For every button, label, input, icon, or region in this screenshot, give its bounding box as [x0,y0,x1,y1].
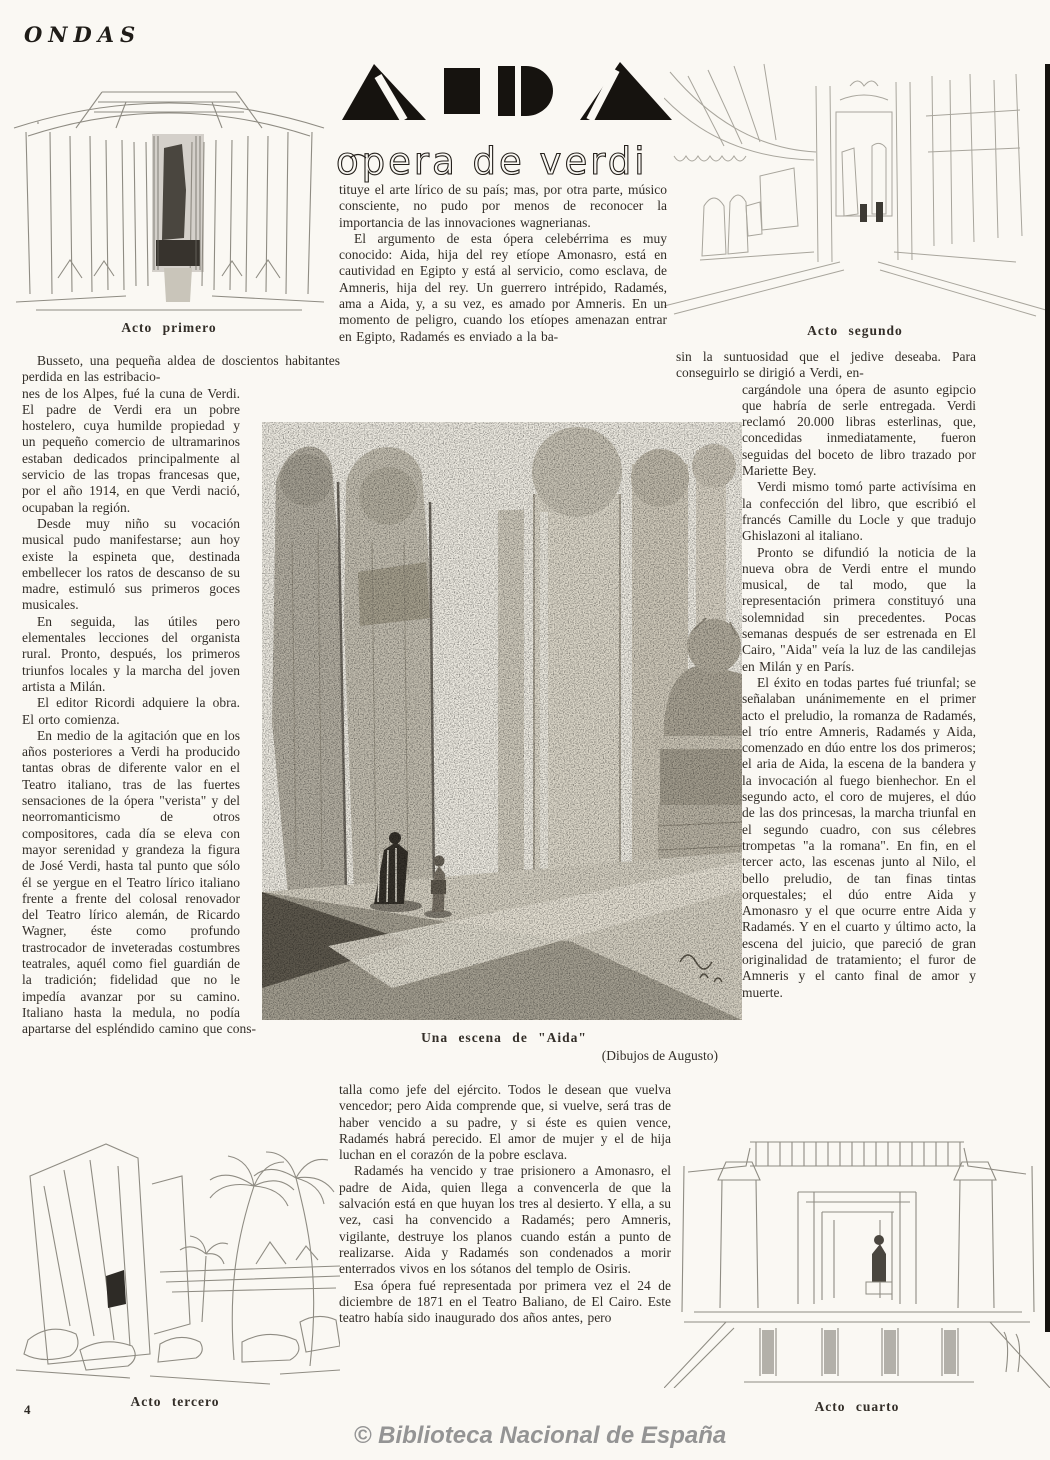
paragraph: tituye el arte lírico de su país; mas, por otra parte, músico consciente, no pudo por menos de reconocer la importancia de las innovaciones wagnerianas. [339,182,667,230]
act3-illustration-sketch [10,1126,340,1390]
text-wrap-spacer [676,382,742,1046]
paragraph: En medio de la agitación que en los años posteriores a Verdi ha producido tantas obras de diferente valor en el Teatro italiano, tras de las fuertes sensaciones de la ópera "verista" y del neorromanticismo de otros compositores, cada día se eleva con mayor serenidad y grandeza la figura de José Verdi, hasta tal punto que sólo él se yergue en el Teatro lírico italiano frente a frente del colosal renovador del Teatro lírico alemán, de Ricardo Wagner, éste como profundo trastrocador de inveteradas costumbres teatrales, aquél como fiel guardián de la tradición; fidelidad que no le impedía avanzar por su camino. Italiano hasta la medula, no podía apartarse del espléndido camino que cons- [22,727,257,1037]
act1-illustration-sketch [6,70,332,316]
paragraph: Radamés ha vencido y trae prisionero a Amonasro, el padre de Aida, quien llega a convencerla de que la salvación está en que huyan los tres al desierto. Y ella, a su vez, casi ha convencido a Radamés; pero Amneris, vigilante, destruye los planos cuando están a punto de realizarse. Aida y Radamés son condenados a morir enterrados vivos en los sótanos del templo de Osiris. [339,1163,671,1277]
paragraph: talla como jefe del ejército. Todos le desean que vuelva vencedor; pero Aida comprende que, si vuelve, será tras de haber vencido a su padre, y si éste es quien vence, Radamés habrá perecido. El amor de mujer y el de hija luchan en el corazón de la pobre esclava. [339,1082,671,1163]
magazine-masthead: ONDAS [24,22,142,47]
act2-illustration-sketch [664,56,1046,318]
act2-caption: Acto segundo [807,323,903,338]
act4-illustration-sketch [664,1136,1050,1388]
column-right [676,349,976,1046]
column-left [22,353,340,1037]
column-middle-bottom [339,1082,671,1326]
scan-edge-artifact [1045,64,1050,1332]
act4-caption: Acto cuarto [814,1399,900,1414]
paragraph: El éxito en todas partes fué triunfal; se señalaban unánimemente en el primer acto el preludio, la romanza de Radamés, el trío entre Amneris, Radamés y Aida, comenzado en dúo entre los dos primeros; el aria de Aida, la escena de la bandera y la invocación al fuego bienhechor. En el segundo acto, el coro de mujeres, el dúo de las dos princesas, la marcha triunfal en el segundo cuadro, con sus célebres trompetas "a la romana". En fin, en el tercer acto, las escenas junto al Nilo, el bello preludio, de tan finas tintas orquestales; el dúo entre Aida y Amonasro y el que ocurre entre Aida y Radamés. Y en el cuarto y último acto, la escena del juicio, que pareció de gran originalidad de tratamiento; el furor de Amneris y el canto final de amor y muerte. [742,674,976,1000]
column-middle-top [339,182,667,345]
act3-caption: Acto tercero [130,1394,220,1409]
center-caption: Una escena de "Aida" [421,1030,587,1045]
center-credit: (Dibujos de Augusto) [601,1048,718,1063]
article-subtitle: opera de verdi [336,140,648,183]
paragraph: Pronto se difundió la noticia de la nueva obra de Verdi entre el mundo musical, de tal modo, que la representación primera constituyó una solemnidad sin precedentes. Pocas semanas después de ser estrenada en El Cairo, "Aida" veía la luz de las candilejas en Milán y en París. [742,544,976,674]
paragraph: Busseto, una pequeña aldea de doscientos habitantes perdida en las estribacio- [22,353,340,385]
article-title-block [332,62,672,189]
paragraph: Esa ópera fué representada por primera vez el 24 de diciembre de 1871 en el Teatro Baliano, de El Cairo. Este teatro había sido inaugurado dos años antes, pero [339,1277,671,1326]
paragraph: Desde muy niño su vocación musical pudo manifestarse; aun hoy existe la espineta que, destinada embellecer los ratos de descanso de su madre, estimuló sus primeros goces musicales. [22,515,240,613]
paragraph: Verdi mismo tomó parte activísima en la confección del libro, que escribió el francés Camille du Locle y que tradujo Ghislazoni al italiano. [742,479,976,544]
paragraph: sin la suntuosidad que el jedive deseaba. Para conseguirlo se dirigió a Verdi, en- [676,349,976,381]
act1-caption: Acto primero [121,320,217,335]
aida-logo [332,62,672,184]
library-watermark: © Biblioteca Nacional de España [353,1422,727,1449]
paragraph: nes de los Alpes, fué la cuna de Verdi. El padre de Verdi era un pobre hostelero, cuya humilde propiedad y un pequeño comercio de ultramarinos estaban dedicados principalmente al servicio de las tropas francesas que, por el año 1914, en que Verdi nació, ocupaban la región. [22,385,240,515]
paragraph: En seguida, las útiles pero elementales lecciones del organista rural. Pronto, después, los primeros triunfos locales y la marcha del joven artista a Milán. [22,613,240,694]
page-number: 4 [24,1402,31,1417]
paragraph: El editor Ricordi adquiere la obra. El orto comienza. [22,695,240,727]
text-wrap-spacer [240,386,340,1006]
paragraph: El argumento de esta ópera celebérrima es muy conocido: Aida, hija del rey etíope Amonasro, está en cautividad en Egipto y está al servicio, como esclava, de Amneris, hija del rey. Un guerrero intrépido, Radamés, ama a Aida, y, a su vez, es amado por Amneris. En un momento de peligro, cuando los etíopes amenazan entrar en Egipto, Radamés es enviado a la ba- [339,230,667,344]
paragraph: cargándole una ópera de asunto egipcio que habría de serle entregada. Verdi reclamó 20.000 libras esterlinas, que, concedidas inmediatamente, fueron seguidas del boceto de libro trazado por Mariette Bey. [742,381,976,479]
